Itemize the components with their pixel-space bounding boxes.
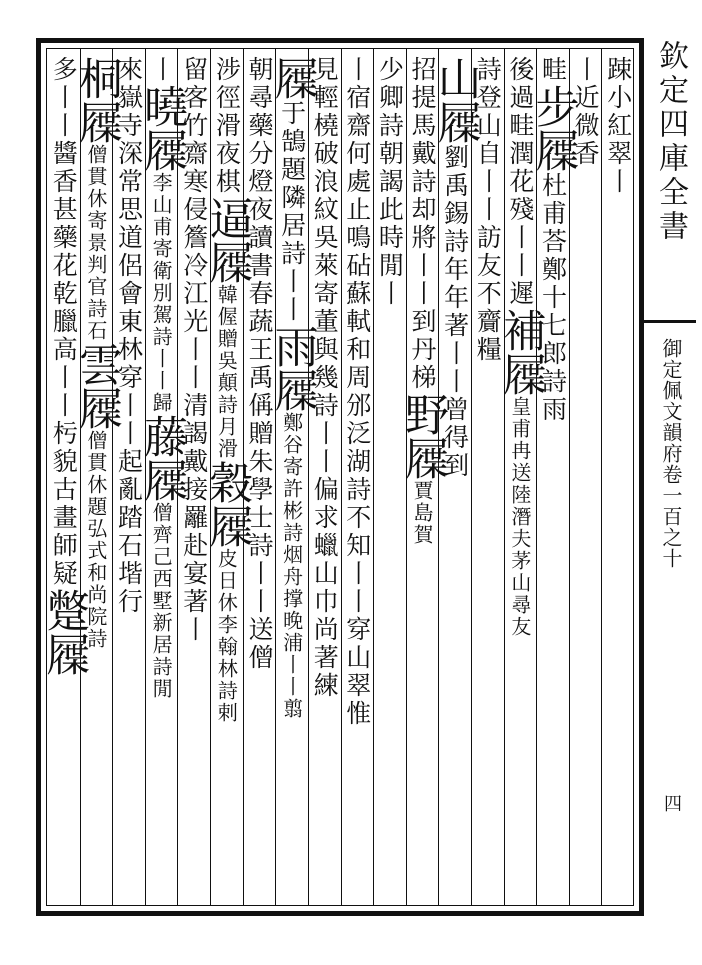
entry-heading: 桐屧 — [70, 56, 122, 144]
entry-text: 僧貫休寄景判官詩石 — [83, 144, 108, 342]
book-title: 欽定四庫全書 — [653, 40, 688, 244]
entry-text: 鄭谷寄許彬詩烟舟撑晚浦丨丨翦 — [279, 412, 304, 720]
fish-tail-mark — [644, 320, 696, 323]
entry-text: 少卿詩朝謁此時閒丨 — [375, 56, 405, 308]
text-column — [37, 56, 89, 902]
entry-heading: 穀屧 — [201, 460, 253, 548]
entry-text: 劉禹錫詩年年著丨丨曾得到 — [440, 144, 470, 480]
entry-text: 皇甫冉送陸潛夫茅山尋友 — [507, 396, 532, 638]
entry-heading: 步屧 — [527, 84, 579, 172]
volume-label: 御定佩文韻府卷一百之十 — [659, 338, 683, 569]
entry-text: 畦 — [538, 56, 568, 84]
entry-text: 來嶽寺深常思道侶會東林 — [114, 56, 144, 364]
entry-heading: 逼屧 — [201, 196, 253, 284]
entry-text: 李山甫寄衛別駕詩丨丨歸 — [149, 172, 174, 414]
entry-text: 多丨丨醬香甚藥花乾 — [49, 56, 79, 308]
entry-text: 皮日休李翰林詩剌 — [214, 548, 239, 724]
entry-text: 朝尋藥分燈夜讀書 — [245, 56, 274, 280]
entry-text: 謁戴接䍦赴宴著丨 — [179, 420, 209, 644]
entry-text: 踈小紅翠丨 — [603, 56, 633, 196]
entry-text: 僧貫休題弘式和尚院詩 — [83, 430, 108, 650]
entry-text: 涉徑滑夜棋 — [212, 56, 242, 196]
entry-text: 杜甫荅鄭十七郎詩雨 — [538, 172, 568, 424]
entry-text: 于鵠題隣居詩丨丨 — [277, 100, 307, 324]
page-number: 四 — [661, 794, 682, 812]
entry-text: 穿丨丨起亂踏石堦行 — [114, 364, 144, 616]
entry-text: 丨近微香 — [571, 56, 601, 168]
entry-heading: 蹩屧 — [38, 588, 90, 676]
entry-text: 臘高丨丨杇貌古畫師疑 — [49, 308, 79, 588]
entry-text: 韓偓贈吳顛詩月滑 — [214, 284, 239, 460]
entry-text: 後過畦潤花殘丨丨遲 — [505, 56, 535, 308]
entry-text: 春蔬王禹偁贈朱學士詩丨丨送僧 — [245, 280, 274, 672]
entry-text: 見輕橈破浪紋吳萊寄董與幾詩丨丨偏求蠟山巾尚著練 — [310, 56, 340, 700]
entry-heading: 雲屧 — [70, 342, 122, 430]
entry-heading: 野屧 — [397, 392, 448, 480]
entry-text: 僧齊己西墅新居詩閒 — [149, 502, 174, 700]
entry-heading: 屧 — [266, 56, 318, 100]
entry-text: 留客竹齋寒 — [179, 56, 209, 196]
entry-heading: 曉屧 — [136, 84, 188, 172]
entry-heading: 山屧 — [429, 56, 481, 144]
margin-strip — [644, 38, 696, 916]
entry-text: 賈島賀 — [410, 480, 434, 546]
entry-heading: 補屧 — [494, 308, 546, 396]
entry-text: 丨宿齋何處止鳴砧蘇軾和周邠泛湖詩不知丨丨穿山翠惟 — [342, 56, 372, 728]
entry-text: 侵簷冷江光丨丨清 — [179, 196, 209, 420]
entry-text: 招提馬戴詩却將丨丨到丹梯 — [408, 56, 437, 392]
entry-text: 丨 — [147, 56, 177, 84]
entry-heading: 雨屧 — [266, 324, 318, 412]
entry-text: 詩登山自丨丨訪友不齎糧 — [473, 56, 503, 364]
entry-heading: 藤屧 — [136, 414, 188, 502]
